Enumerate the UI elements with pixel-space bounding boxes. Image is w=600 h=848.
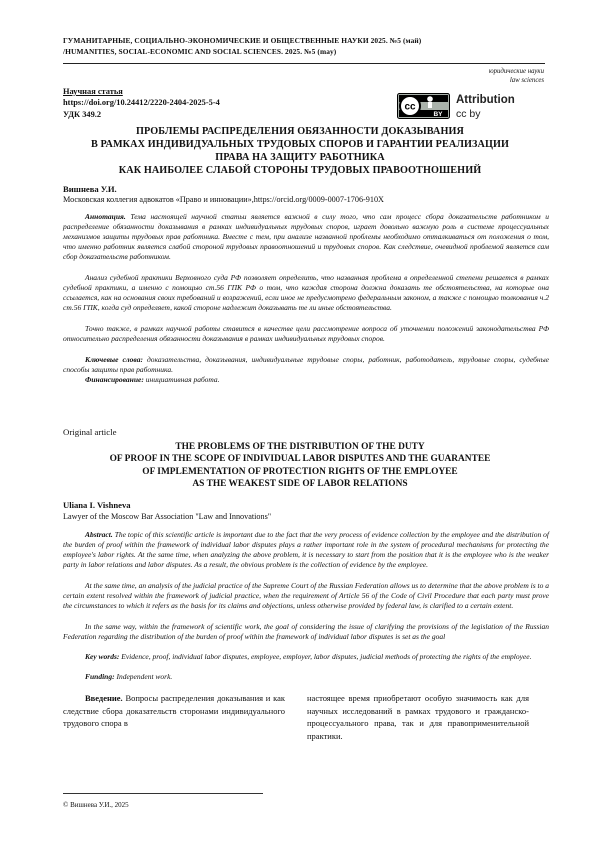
title-ru-line: ПРОБЛЕМЫ РАСПРЕДЕЛЕНИЯ ОБЯЗАННОСТИ ДОКАЗЫВАНИЯ [136,126,464,137]
journal-title-en: /HUMANITIES, SOCIAL-ECONOMIC AND SOCIAL SCIENCES. 2025. №5 (may) [63,46,337,56]
title-en-line: OF PROOF IN THE SCOPE OF INDIVIDUAL LABOR DISPUTES AND THE GUARANTEE [109,454,491,465]
body-column-left [63,692,285,730]
funding-ru [63,375,549,385]
doi-link[interactable]: https://doi.org/10.24412/2220-2404-2025-5-4 [63,98,220,108]
original-article-label: Original article [63,427,117,437]
abstract-ru-p2: Анализ судебной практики Верховного суда РФ позволяет определить, что названная проблема в определенной степени решается в рамках судебной практики, а именно с помощью ст.56 ГПК РФ о том, что каждая сторона должна доказать те обстоятельства, на которые она ссылается, как на основания своих требований и возражений, если иное не предусмотрено федеральным законом, а также с помощью толкования ч.2 ст.56 ГПК, когда суд определяет, какой стороне надлежит доказывать те ли иные обстоятельства. [63,273,549,313]
keywords-ru-label: Ключевые слова: [85,355,143,364]
body-column-right: настоящее время приобретают особую значимость как для научных исследований в рамках трудового и гражданско-процессуального права, так и для правоприменительной практики. [307,693,529,741]
license-cc-by: cc by [456,108,481,120]
title-ru-line: ПРАВА НА ЗАЩИТУ РАБОТНИКА [215,152,385,163]
title-en-line: AS THE WEAKEST SIDE OF LABOR RELATIONS [192,479,408,490]
abstract-ru-label: Аннотация. [85,212,126,221]
article-title-ru [60,125,540,177]
footnote-divider [63,793,263,794]
section-label-en: law sciences [509,76,544,84]
journal-header [63,36,563,57]
title-en-line: THE PROBLEMS OF THE DISTRIBUTION OF THE DUTY [175,442,425,452]
funding-en [63,672,549,682]
title-ru-line: В РАМКАХ ИНДИВИДУАЛЬНЫХ ТРУДОВЫХ СПОРОВ И ГАРАНТИИ РЕАЛИЗАЦИИ [90,139,510,150]
title-ru-line: КАК НАИБОЛЕЕ СЛАБОЙ СТОРОНЫ ТРУДОВЫХ ПРАВООТНОШЕНИЙ [118,165,482,176]
funding-ru-label: Финансирование: [85,375,144,384]
header-divider [63,63,545,64]
section-label [489,68,544,85]
funding-en-text: Independent work. [116,672,173,681]
author-ru: Вишнева У.И. [63,184,117,194]
abstract-ru-text: Тема настоящей научной статьи является важной в силу того, что сам процесс сбора доказательств работником и распределение обязанности доказывания в рамках индивидуальных трудовых споров, играет довольно важную роль в системе процессуальных механизмов защиты трудовых прав работника. Вместе с тем, при анализе названной проблемы необходимо отталкиваться от положения о том, что именно работник является слабой стороной трудовых правоотношений и трудовых споров. Как следствие, очевидной проблемой является сам сбор доказательств работником. [63,212,550,262]
intro-label: Введение. [85,693,123,703]
affiliation-en: Lawyer of the Moscow Bar Association "Law and Innovations" [63,512,272,521]
keywords-ru-text: доказательства, доказывания, индивидуальные трудовые споры, работник, работодатель, трудовые споры, судебные способы защиты прав работника. [63,355,550,375]
keywords-en-text: Evidence, proof, individual labor disputes, employee, employer, labor disputes, judicial methods of protecting the rights of the employee. [121,652,532,661]
abstract-en-p2: At the same time, an analysis of the judicial practice of the Supreme Court of the Russian Federation allows us to determine that the above problem is to a certain extent resolved within the framework of judicial practice, when the requirement of Article 56 of the Code of Civil Procedure that each party must prove the circumstances to which it refers as the basis for its claims and objections, unless otherwise provided by federal law, is clarified to a certain extent. [63,581,549,611]
article-meta [63,86,220,120]
abstract-en-text: The topic of this scientific article is important due to the fact that the very process of evidence collection by the employee and the distribution of the burden of proof within the framework of individual labor disputes plays a rather important role in the system of procedural mechanisms for protecting the employee's labor rights. At the same time, when analyzing the above problem, it is necessary to start from the position that it is the employee who is the weaker party in labor relations and labor disputes. As a result, the obvious problem is the collection of evidence by the employee. [63,530,550,570]
abstract-ru-p1 [63,212,549,262]
body-left-text: Вопросы распределения доказывания и как следствие сбора доказательств сторонами индивидуального трудового спора в [63,693,286,729]
cc-logo-text: cc [404,101,416,113]
author-en: Uliana I. Vishneva [63,500,131,510]
abstract-en-p1 [63,530,549,570]
title-en-line: OF IMPLEMENTATION OF PROTECTION RIGHTS OF THE EMPLOYEE [142,466,458,477]
keywords-ru [63,355,549,375]
article-type: Научная статья [63,87,123,96]
keywords-en-label: Key words: [85,652,120,661]
udk-code: УДК 349.2 [63,109,102,119]
journal-title-ru: ГУМАНИТАРНЫЕ, СОЦИАЛЬНО-ЭКОНОМИЧЕСКИЕ И ОБЩЕСТВЕННЫЕ НАУКИ 2025. №5 (май) [63,36,422,45]
abstract-ru-p3: Точно также, в рамках научной работы ставится в качестве цели рассмотрение вопроса об уточнении положений законодательства РФ относительно распределения обязанности доказывания в рамках индивидуальных трудовых споров. [63,324,549,344]
copyright-footnote: © Вишнева У.И., 2025 [63,801,129,809]
funding-en-label: Funding: [85,672,115,681]
abstract-en-label: Abstract. [85,530,113,539]
cc-license-block[interactable] [397,93,547,121]
affiliation-ru: Московская коллегия адвокатов «Право и инновации»,https://orcid.org/0009-0007-1706-910X [63,195,384,204]
by-logo-text: BY [433,111,443,118]
keywords-en [63,652,549,662]
funding-ru-text: инициативная работа. [145,375,220,384]
abstract-en-p3: In the same way, within the framework of scientific work, the goal of considering the issue of clarifying the provisions of the legislation of the Russian Federation regarding the distribution of the burden of proof within the framework of individual labor disputes is set as the goal [63,622,549,642]
section-label-ru: юридические науки [488,68,544,75]
license-attribution: Attribution [456,94,515,106]
cc-by-logo-icon [397,93,450,119]
article-title-en [60,441,540,491]
